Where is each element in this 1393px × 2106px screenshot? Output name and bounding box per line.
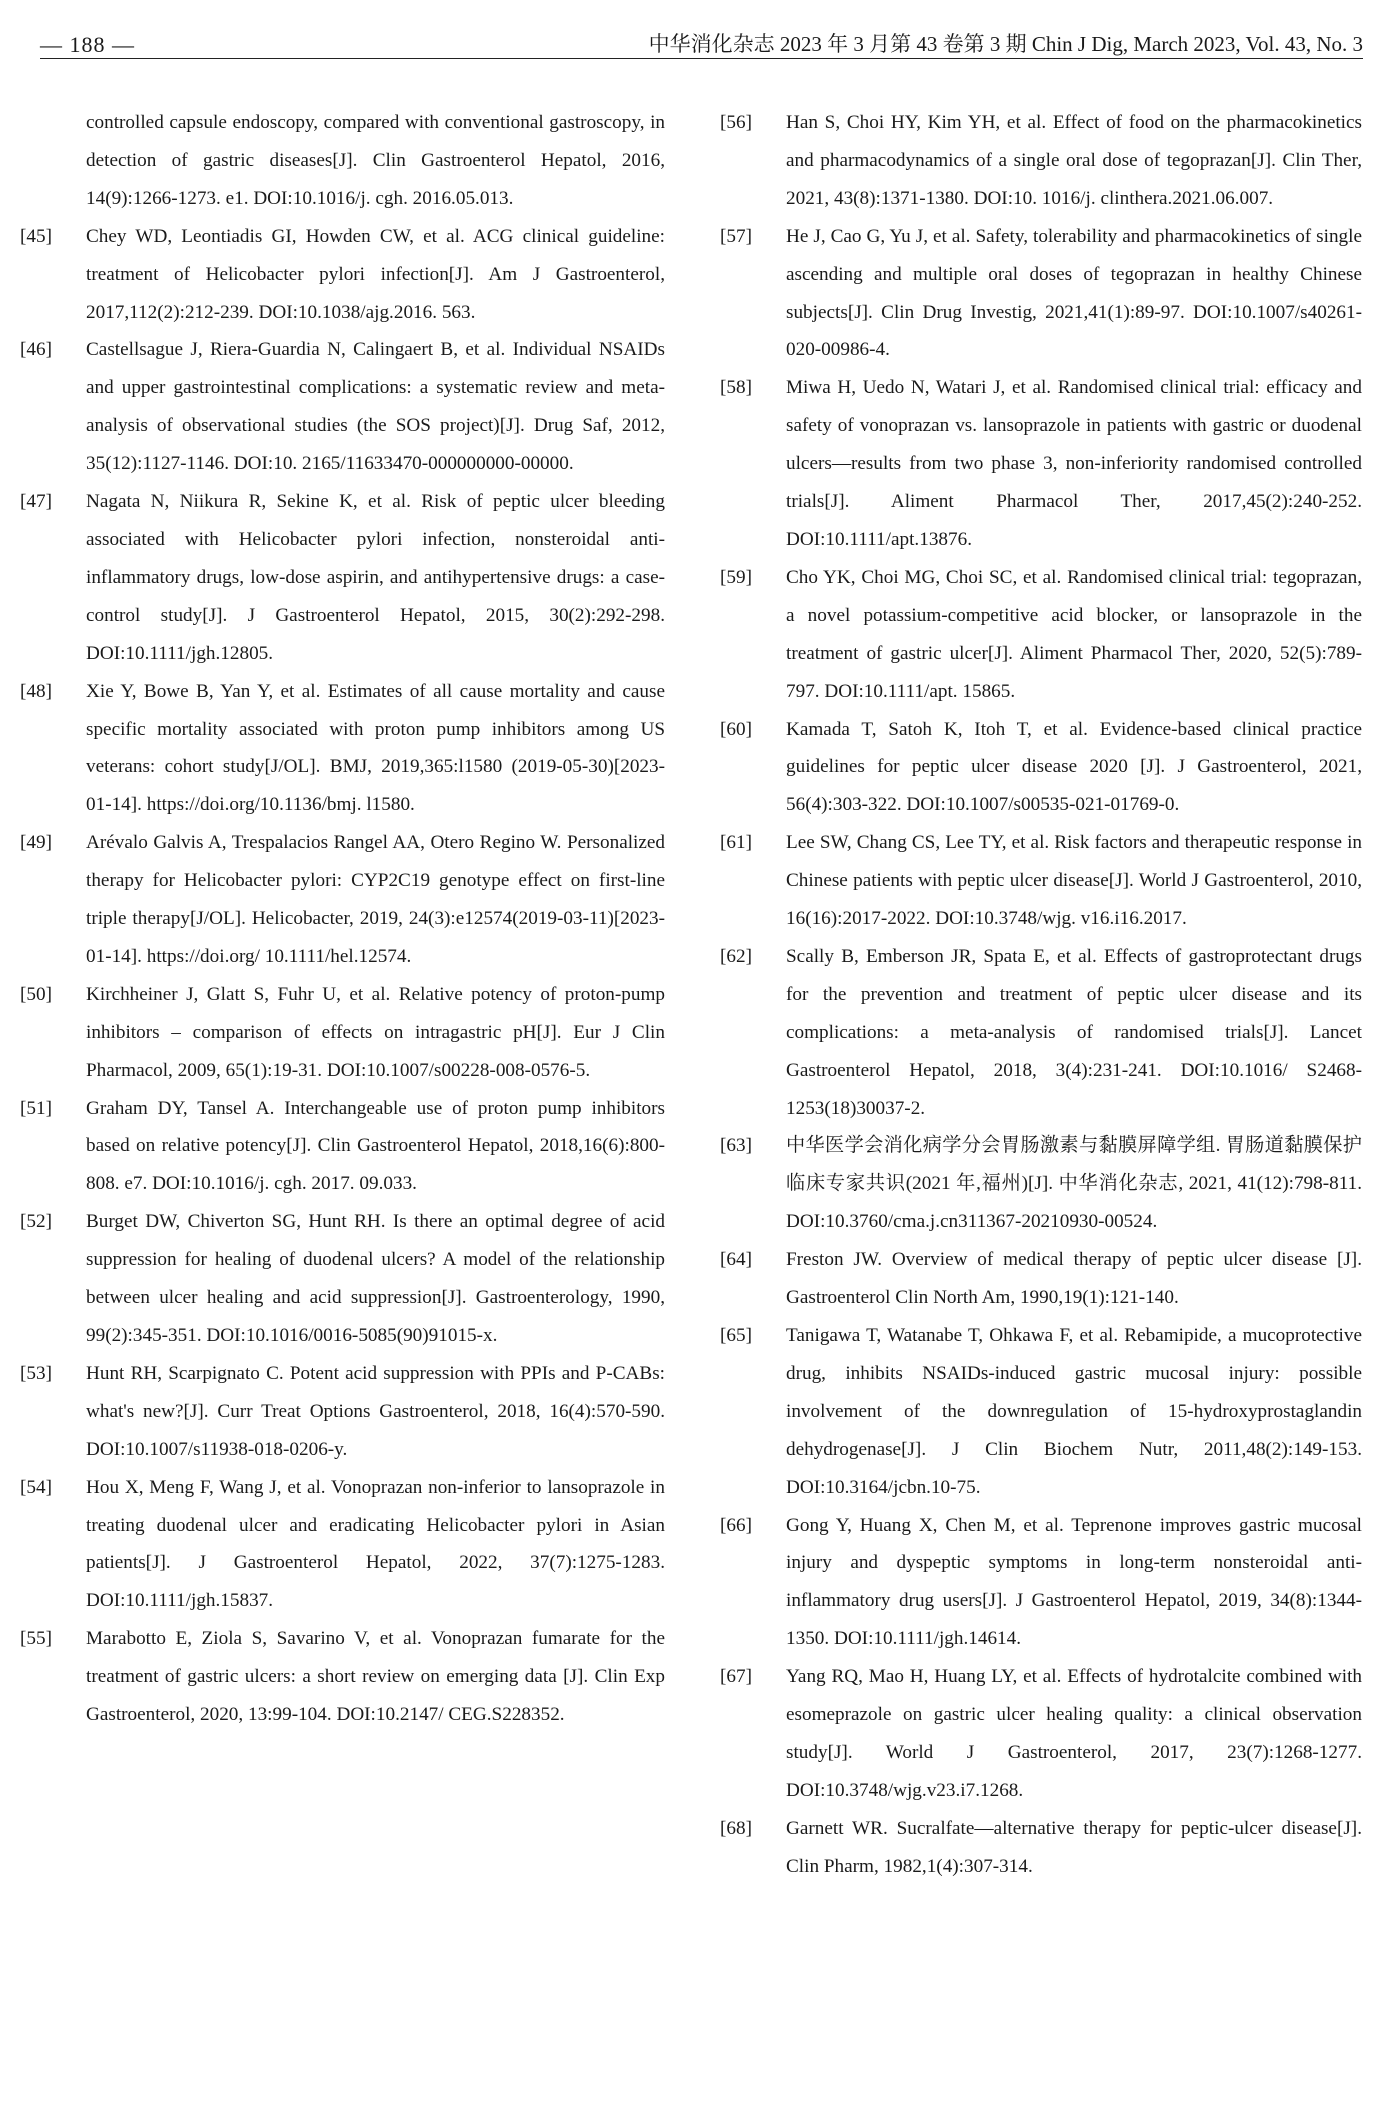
reference-number: [61] bbox=[720, 832, 752, 854]
reference-item bbox=[720, 1507, 1362, 1659]
reference-number: [63] bbox=[720, 1135, 752, 1157]
reference-item bbox=[720, 711, 1362, 825]
reference-text: Chey WD, Leontiadis GI, Howden CW, et al. ACG clinical guideline: treatment of Helicobacter pylori infection[J]. Am J Gastroenterol, 2017,112(2):212-239. DOI:10.1038/ajg.2016. 563. bbox=[86, 225, 665, 323]
reference-item bbox=[20, 104, 665, 218]
reference-item bbox=[20, 1469, 665, 1621]
journal-citation-line: 中华消化杂志 2023 年 3 月第 43 卷第 3 期 Chin J Dig, March 2023, Vol. 43, No. 3 bbox=[648, 32, 1363, 56]
reference-item bbox=[720, 1658, 1362, 1810]
reference-number: [51] bbox=[20, 1097, 52, 1119]
reference-item bbox=[20, 483, 665, 673]
reference-text: Hou X, Meng F, Wang J, et al. Vonoprazan non-inferior to lansoprazole in treating duodenal ulcer and eradicating Helicobacter pylori in Asian patients[J]. J Gastroenterol Hepatol, 2022, 37(7):1275-1283. DOI:10.1111/jgh.15837. bbox=[86, 1476, 665, 1612]
reference-text: Han S, Choi HY, Kim YH, et al. Effect of food on the pharmacokinetics and pharmacodynamics of a single oral dose of tegoprazan[J]. Clin Ther, 2021, 43(8):1371-1380. DOI:10. 1016/j. clinthera.2021.06.007. bbox=[786, 112, 1362, 209]
reference-number: [68] bbox=[720, 1817, 752, 1839]
reference-number: [53] bbox=[20, 1362, 52, 1384]
reference-item bbox=[720, 218, 1362, 370]
reference-text: Arévalo Galvis A, Trespalacios Rangel AA, Otero Regino W. Personalized therapy for Helicobacter pylori: CYP2C19 genotype effect on first-line triple therapy[J/OL]. Helicobacter, 2019, 24(3):e12574(2019-03-11)[2023-01-14]. https://doi.org/ 10.1111/hel.12574. bbox=[86, 832, 665, 967]
reference-text: Nagata N, Niikura R, Sekine K, et al. Risk of peptic ulcer bleeding associated with Helicobacter pylori infection, nonsteroidal anti-inflammatory drugs, low-dose aspirin, and antihypertensive drugs: a case-control study[J]. J Gastroenterol Hepatol, 2015, 30(2):292-298. DOI:10.1111/jgh.12805. bbox=[86, 491, 665, 664]
reference-item bbox=[20, 673, 665, 825]
page-number: — 188 — bbox=[40, 32, 135, 57]
reference-item bbox=[20, 331, 665, 483]
reference-number: [55] bbox=[20, 1628, 52, 1650]
reference-item bbox=[720, 1241, 1362, 1317]
reference-number: [62] bbox=[720, 945, 752, 967]
reference-item bbox=[720, 1810, 1362, 1886]
reference-text: Marabotto E, Ziola S, Savarino V, et al. Vonoprazan fumarate for the treatment of gastric ulcers: a short review on emerging data [J]. Clin Exp Gastroenterol, 2020, 13:99-104. DOI:10.2147/ CEG.S228352. bbox=[86, 1628, 665, 1726]
reference-number: [64] bbox=[720, 1249, 752, 1271]
reference-text: Tanigawa T, Watanabe T, Ohkawa F, et al. Rebamipide, a mucoprotective drug, inhibits NSAIDs-induced gastric mucosal injury: possible involvement of the downregulation of 15-hydroxyprostaglandin dehydrogenase[J]. J Clin Biochem Nutr, 2011,48(2):149-153. DOI:10.3164/jcbn.10-75. bbox=[786, 1325, 1362, 1498]
reference-number: [59] bbox=[720, 566, 752, 588]
page-header bbox=[40, 22, 1363, 62]
reference-text: Xie Y, Bowe B, Yan Y, et al. Estimates of all cause mortality and cause specific mortality associated with proton pump inhibitors among US veterans: cohort study[J/OL]. BMJ, 2019,365:l1580 (2019-05-30)[2023-01-14]. https://doi.org/10.1136/bmj. l1580. bbox=[86, 680, 665, 816]
reference-item bbox=[20, 1090, 665, 1204]
reference-number: [49] bbox=[20, 832, 52, 854]
reference-number: [60] bbox=[720, 718, 752, 740]
reference-item bbox=[20, 1203, 665, 1355]
reference-text: Castellsague J, Riera-Guardia N, Calingaert B, et al. Individual NSAIDs and upper gastrointestinal complications: a systematic review and meta-analysis of observational studies (the SOS project)[J]. Drug Saf, 2012, 35(12):1127-1146. DOI:10. 2165/11633470-000000000-00000. bbox=[86, 339, 665, 475]
reference-text: He J, Cao G, Yu J, et al. Safety, tolerability and pharmacokinetics of single ascending and multiple oral doses of tegoprazan in healthy Chinese subjects[J]. Clin Drug Investig, 2021,41(1):89-97. DOI:10.1007/s40261-020-00986-4. bbox=[786, 225, 1362, 361]
reference-number: [57] bbox=[720, 225, 752, 247]
reference-text: Graham DY, Tansel A. Interchangeable use of proton pump inhibitors based on relative potency[J]. Clin Gastroenterol Hepatol, 2018,16(6):800-808. e7. DOI:10.1016/j. cgh. 2017. 09.033. bbox=[86, 1097, 665, 1195]
reference-number: [65] bbox=[720, 1325, 752, 1346]
reference-item bbox=[20, 1355, 665, 1469]
reference-item bbox=[720, 1127, 1362, 1241]
reference-text: Garnett WR. Sucralfate—alternative therapy for peptic-ulcer disease[J]. Clin Pharm, 1982,1(4):307-314. bbox=[786, 1817, 1362, 1877]
reference-text: Kirchheiner J, Glatt S, Fuhr U, et al. Relative potency of proton-pump inhibitors – comparison of effects on intragastric pH[J]. Eur J Clin Pharmacol, 2009, 65(1):19-31. DOI:10.1007/s00228-008-0576-5. bbox=[86, 983, 665, 1081]
reference-number: [67] bbox=[720, 1666, 752, 1688]
header-rule bbox=[40, 58, 1363, 59]
reference-number: [48] bbox=[20, 680, 52, 702]
reference-number: [58] bbox=[720, 377, 752, 399]
reference-item bbox=[720, 824, 1362, 938]
reference-text: Burget DW, Chiverton SG, Hunt RH. Is there an optimal degree of acid suppression for healing of duodenal ulcers? A model of the relationship between ulcer healing and acid suppression[J]. Gastroenterology, 1990, 99(2):345-351. DOI:10.1016/0016-5085(90)91015-x. bbox=[86, 1211, 665, 1346]
reference-item bbox=[20, 824, 665, 976]
reference-number: [56] bbox=[720, 112, 752, 133]
reference-item bbox=[20, 1620, 665, 1734]
reference-number: [54] bbox=[20, 1476, 52, 1498]
reference-item bbox=[720, 104, 1362, 218]
reference-text: Cho YK, Choi MG, Choi SC, et al. Randomised clinical trial: tegoprazan, a novel potassium-competitive acid blocker, or lansoprazole in the treatment of gastric ulcer[J]. Aliment Pharmacol Ther, 2020, 52(5):789-797. DOI:10.1111/apt. 15865. bbox=[786, 566, 1362, 702]
reference-text: Gong Y, Huang X, Chen M, et al. Teprenone improves gastric mucosal injury and dyspeptic symptoms in long-term nonsteroidal anti-inflammatory drug users[J]. J Gastroenterol Hepatol, 2019, 34(8):1344-1350. DOI:10.1111/jgh.14614. bbox=[786, 1514, 1362, 1650]
reference-item bbox=[720, 369, 1362, 559]
reference-item bbox=[20, 218, 665, 332]
reference-number: [45] bbox=[20, 225, 52, 247]
reference-text: Kamada T, Satoh K, Itoh T, et al. Evidence-based clinical practice guidelines for peptic ulcer disease 2020 [J]. J Gastroenterol, 2021, 56(4):303-322. DOI:10.1007/s00535-021-01769-0. bbox=[786, 718, 1362, 816]
reference-text: Freston JW. Overview of medical therapy of peptic ulcer disease [J]. Gastroenterol Clin North Am, 1990,19(1):121-140. bbox=[786, 1249, 1362, 1309]
reference-text: Hunt RH, Scarpignato C. Potent acid suppression with PPIs and P-CABs: what's new?[J]. Curr Treat Options Gastroenterol, 2018, 16(4):570-590. DOI:10.1007/s11938-018-0206-y. bbox=[86, 1362, 665, 1460]
reference-number: [66] bbox=[720, 1514, 752, 1536]
reference-column-right bbox=[720, 104, 1362, 1886]
reference-text: controlled capsule endoscopy, compared with conventional gastroscopy, in detection of gastric diseases[J]. Clin Gastroenterol Hepatol, 2016, 14(9):1266-1273. e1. DOI:10.1016/j. cgh. 2016.05.013. bbox=[86, 112, 665, 209]
reference-number: [46] bbox=[20, 339, 52, 361]
reference-column-left bbox=[20, 104, 665, 1734]
reference-item bbox=[720, 938, 1362, 1128]
reference-number: [52] bbox=[20, 1211, 52, 1233]
reference-item bbox=[20, 976, 665, 1090]
reference-item bbox=[720, 559, 1362, 711]
reference-text: Scally B, Emberson JR, Spata E, et al. Effects of gastroprotectant drugs for the prevention and treatment of peptic ulcer disease and its complications: a meta-analysis of randomised trials[J]. Lancet Gastroenterol Hepatol, 2018, 3(4):231-241. DOI:10.1016/ S2468-1253(18)30037-2. bbox=[786, 945, 1362, 1119]
reference-text: 中华医学会消化病学分会胃肠激素与黏膜屏障学组. 胃肠道黏膜保护临床专家共识(2021 年,福州)[J]. 中华消化杂志, 2021, 41(12):798-811. DOI:10.3760/cma.j.cn311367-20210930-00524. bbox=[786, 1135, 1362, 1233]
reference-text: Lee SW, Chang CS, Lee TY, et al. Risk factors and therapeutic response in Chinese patients with peptic ulcer disease[J]. World J Gastroenterol, 2010, 16(16):2017-2022. DOI:10.3748/wjg. v16.i16.2017. bbox=[786, 832, 1362, 930]
reference-text: Miwa H, Uedo N, Watari J, et al. Randomised clinical trial: efficacy and safety of vonoprazan vs. lansoprazole in patients with gastric or duodenal ulcers—results from two phase 3, non-inferiority randomised controlled trials[J]. Aliment Pharmacol Ther, 2017,45(2):240-252. DOI:10.1111/apt.13876. bbox=[786, 377, 1362, 550]
reference-text: Yang RQ, Mao H, Huang LY, et al. Effects of hydrotalcite combined with esomeprazole on gastric ulcer healing quality: a clinical observation study[J]. World J Gastroenterol, 2017, 23(7):1268-1277. DOI:10.3748/wjg.v23.i7.1268. bbox=[786, 1666, 1362, 1801]
reference-number: [50] bbox=[20, 983, 52, 1005]
reference-item bbox=[720, 1317, 1362, 1507]
reference-number: [47] bbox=[20, 491, 52, 513]
